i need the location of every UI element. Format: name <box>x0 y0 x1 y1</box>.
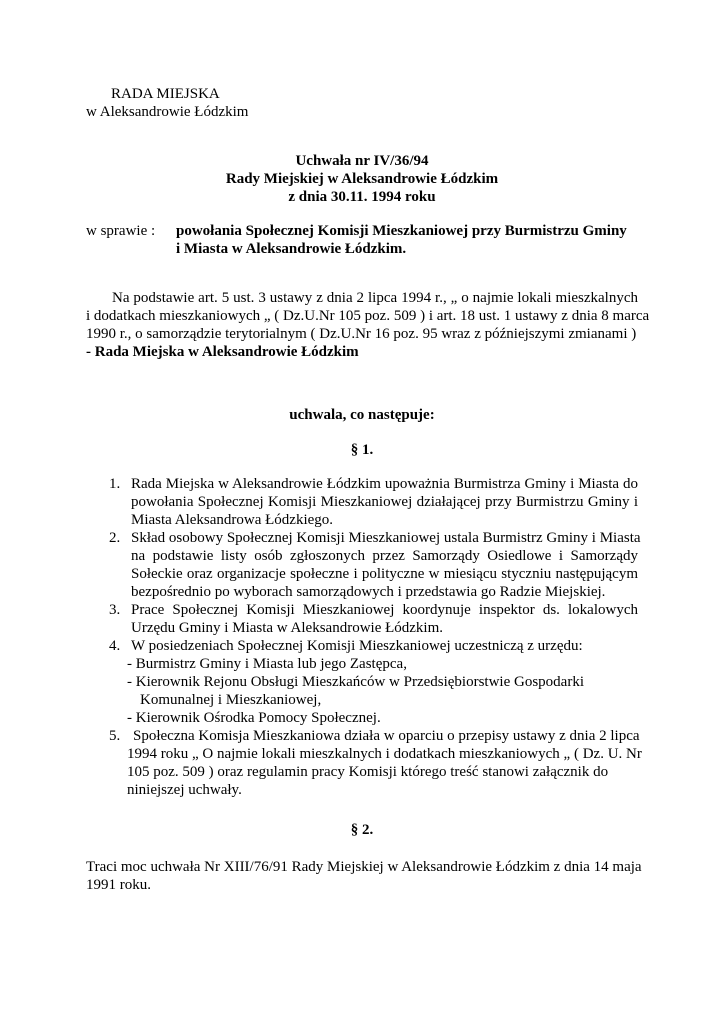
list-item-number: 1. <box>109 476 121 492</box>
list-item-subline: Komunalnej i Mieszkaniowej, <box>140 692 322 708</box>
list-item-line: Miasta Aleksandrowa Łódzkiego. <box>131 512 334 528</box>
preamble-council: - Rada Miejska w Aleksandrowie Łódzkim <box>86 344 359 360</box>
list-item-number: 4. <box>109 638 121 654</box>
list-item-number: 2. <box>109 530 121 546</box>
list-item-line: Skład osobowy Społecznej Komisji Mieszkaniowej ustala Burmistrz Gminy i Miasta <box>131 530 641 546</box>
section-1-heading: § 1. <box>350 442 374 458</box>
preamble-line-3: 1990 r., o samorządzie terytorialnym ( Dz.U.Nr 16 poz. 95 wraz z późniejszymi zmianami ) <box>86 326 637 342</box>
council-name: RADA MIEJSKA <box>111 86 220 102</box>
section-2-line-2: 1991 roku. <box>86 877 151 893</box>
resolution-date: z dnia 30.11. 1994 roku <box>288 189 436 205</box>
list-item-line: Prace Społecznej Komisji Mieszkaniowej koordynuje inspektor ds. lokalowych <box>131 602 638 618</box>
preamble-line-2: i dodatkach mieszkaniowych „ ( Dz.U.Nr 105 poz. 509 ) i art. 18 ust. 1 ustawy z dnia 8 marca <box>86 308 650 324</box>
subject-line-2: i Miasta w Aleksandrowie Łódzkim. <box>176 241 407 257</box>
list-item-line: Sołeckie oraz organizacje społeczne i polityczne w miesiącu styczniu następującym <box>131 566 638 582</box>
section-2-heading: § 2. <box>350 822 374 838</box>
subject-line-1: powołania Społecznej Komisji Mieszkaniowej przy Burmistrzu Gminy <box>176 223 627 239</box>
resolution-number: Uchwała nr IV/36/94 <box>295 153 429 169</box>
list-item-line: W posiedzeniach Społecznej Komisji Mieszkaniowej uczestniczą z urzędu: <box>131 638 583 654</box>
resolution-issuer: Rady Miejskiej w Aleksandrowie Łódzkim <box>225 171 499 187</box>
list-item-line: Rada Miejska w Aleksandrowie Łódzkim upoważnia Burmistrza Gminy i Miasta do <box>131 476 638 492</box>
list-item-line: powołania Społecznej Komisji Mieszkaniowej działającej przy Burmistrzu Gminy i <box>131 494 638 510</box>
list-item-number: 3. <box>109 602 121 618</box>
list-item-subline: - Burmistrz Gminy i Miasta lub jego Zastępca, <box>127 656 407 672</box>
section-2-line-1: Traci moc uchwała Nr XIII/76/91 Rady Miejskiej w Aleksandrowie Łódzkim z dnia 14 maja <box>86 859 642 875</box>
list-item-subline: - Kierownik Rejonu Obsługi Mieszkańców w Przedsiębiorstwie Gospodarki <box>127 674 585 690</box>
list-item-line: Społeczna Komisja Mieszkaniowa działa w oparciu o przepisy ustawy z dnia 2 lipca <box>133 728 640 744</box>
resolves-heading: uchwala, co następuje: <box>289 407 435 423</box>
list-item-line: na podstawie listy osób zgłoszonych przez Samorządy Osiedlowe i Samorządy <box>131 548 638 564</box>
list-item-line: Urzędu Gminy i Miasta w Aleksandrowie Łódzkim. <box>131 620 444 636</box>
list-item-subline: - Kierownik Ośrodka Pomocy Społecznej. <box>127 710 381 726</box>
preamble-line-1: Na podstawie art. 5 ust. 3 ustawy z dnia 2 lipca 1994 r., „ o najmie lokali mieszkalnych <box>112 290 638 306</box>
subject-label: w sprawie : <box>86 223 156 239</box>
list-item-line: 1994 roku „ O najmie lokali mieszkalnych i dodatkach mieszkaniowych „ ( Dz. U. Nr <box>127 746 642 762</box>
list-item-line: niniejszej uchwały. <box>127 782 242 798</box>
list-item-number: 5. <box>109 728 121 744</box>
council-location: w Aleksandrowie Łódzkim <box>86 104 249 120</box>
list-item-line: 105 poz. 509 ) oraz regulamin pracy Komisji którego treść stanowi załącznik do <box>127 764 609 780</box>
list-item-line: bezpośrednio po wyborach samorządowych i przedstawia go Radzie Miejskiej. <box>131 584 606 600</box>
